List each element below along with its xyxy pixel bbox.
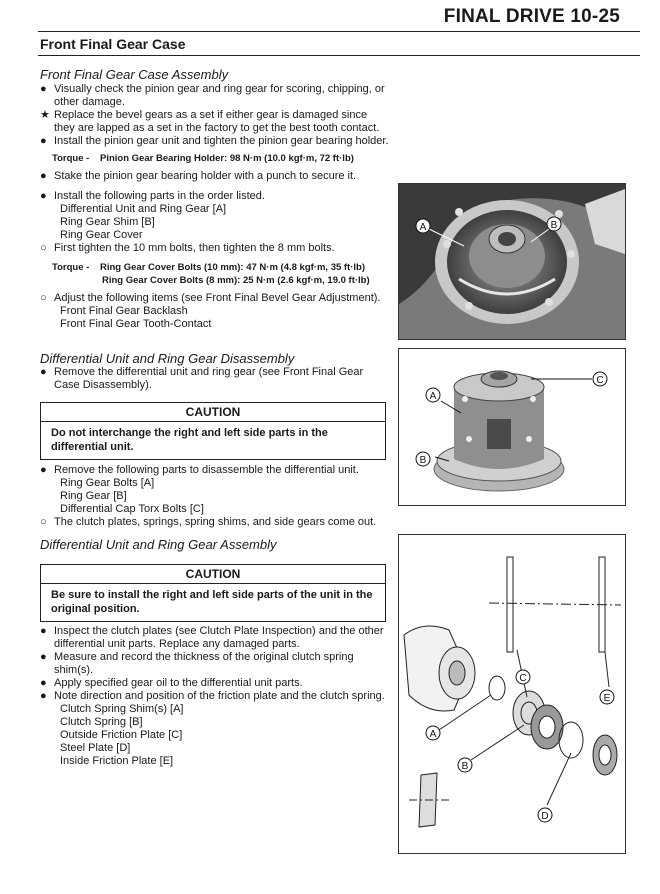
section-title: Front Final Gear Case	[40, 36, 186, 52]
figure-label: C	[596, 375, 604, 386]
exploded-parts-diagram	[399, 535, 625, 853]
figure-label: A	[419, 222, 427, 233]
part-item: Clutch Spring Shim(s) [A]	[60, 703, 184, 715]
list-item: ● Inspect the clutch plates (see Clutch Plate Inspection) and the other differential unit parts. Replace any damaged parts.	[40, 625, 384, 650]
caution-text: Be sure to install the right and left side parts of the unit in the original position.	[51, 589, 373, 615]
part-item: Clutch Spring [B]	[60, 716, 143, 728]
part-item: Differential Cap Torx Bolts [C]	[60, 503, 204, 515]
list-item: ● Remove the differential unit and ring gear (see Front Final Gear Case Disassembly).	[40, 366, 364, 391]
figure-label: A	[429, 391, 437, 402]
part-item: Inside Friction Plate [E]	[60, 755, 174, 767]
part-item: Ring Gear Bolts [A]	[60, 477, 155, 489]
figure-label: B	[550, 220, 558, 231]
list-item: ○ Adjust the following items (see Front Final Bevel Gear Adjustment).	[40, 292, 381, 304]
figure-label: A	[429, 729, 437, 740]
list-item: ● Remove the following parts to disassemble the differential unit.	[40, 464, 359, 476]
gear-case-illustration	[399, 184, 625, 339]
figure-differential-unit-photo	[398, 348, 626, 506]
diff-assembly-list	[40, 625, 390, 768]
figure-label: D	[541, 811, 549, 822]
section-rule	[38, 55, 640, 56]
assembly-subtitle: Front Final Gear Case Assembly	[40, 67, 229, 82]
caution-box-assembly	[40, 564, 386, 622]
adjust-list	[40, 292, 392, 331]
disassembly-list	[40, 464, 388, 529]
caution-heading: CAUTION	[41, 403, 385, 422]
diff-assembly-subtitle: Differential Unit and Ring Gear Assembly	[40, 537, 277, 552]
caution-text: Do not interchange the right and left side parts in the differential unit.	[51, 427, 328, 453]
part-item: Outside Friction Plate [C]	[60, 729, 183, 741]
list-item: ● Install the following parts in the order listed.	[40, 190, 265, 202]
figure-label: B	[419, 455, 427, 466]
list-item: ★ Replace the bevel gears as a set if either gear is damaged since they are lapped as a set in the factory to get the best tooth contact.	[40, 109, 380, 134]
part-item: Front Final Gear Backlash	[60, 305, 188, 317]
disassembly-intro	[40, 366, 388, 392]
list-item: ● Install the pinion gear unit and tighten the pinion gear bearing holder.	[40, 135, 389, 147]
caution-box-disassembly	[40, 402, 386, 460]
differential-unit-illustration	[399, 349, 625, 505]
header-rule	[38, 31, 640, 32]
list-item: ● Apply specified gear oil to the differential unit parts.	[40, 677, 303, 689]
list-item: ● Note direction and position of the friction plate and the clutch spring.	[40, 690, 385, 702]
stake-item: ● Stake the pinion gear bearing holder with a punch to secure it.	[40, 170, 357, 182]
part-item: Ring Gear Cover	[60, 229, 143, 241]
part-item: Front Final Gear Tooth-Contact	[60, 318, 212, 330]
figure-label: B	[461, 761, 469, 772]
list-item: ○ The clutch plates, springs, spring shims, and side gears come out.	[40, 516, 377, 528]
figure-label: C	[519, 673, 527, 684]
figure-ring-gear-cover-photo	[398, 183, 626, 340]
caution-heading: CAUTION	[41, 565, 385, 584]
torque-spec-pinion: Torque - Pinion Gear Bearing Holder: 98 N·m (10.0 kgf·m, 72 ft·lb)	[52, 153, 354, 164]
install-list	[40, 190, 388, 255]
assembly-list	[40, 83, 390, 148]
disassembly-subtitle: Differential Unit and Ring Gear Disassembly	[40, 351, 295, 366]
figure-exploded-diagram	[398, 534, 626, 854]
figure-label: E	[603, 693, 611, 704]
part-item: Steel Plate [D]	[60, 742, 131, 754]
list-item: ● Visually check the pinion gear and ring gear for scoring, chipping, or other damage.	[40, 83, 385, 108]
part-item: Ring Gear [B]	[60, 490, 127, 502]
list-item: ○ First tighten the 10 mm bolts, then tighten the 8 mm bolts.	[40, 242, 335, 254]
list-item: ● Measure and record the thickness of the original clutch spring shim(s).	[40, 651, 354, 676]
chapter-title: FINAL DRIVE 10-25	[443, 6, 620, 27]
part-item: Differential Unit and Ring Gear [A]	[60, 203, 227, 215]
part-item: Ring Gear Shim [B]	[60, 216, 155, 228]
torque-spec-ring-gear-cover: Torque - Ring Gear Cover Bolts (10 mm): 47 N·m (4.8 kgf·m, 35 ft·lb) Ring Gear Cover Bolts (8 mm): 25 N·m (2.6 kgf·m, 19.0 ft·lb)	[52, 262, 370, 286]
